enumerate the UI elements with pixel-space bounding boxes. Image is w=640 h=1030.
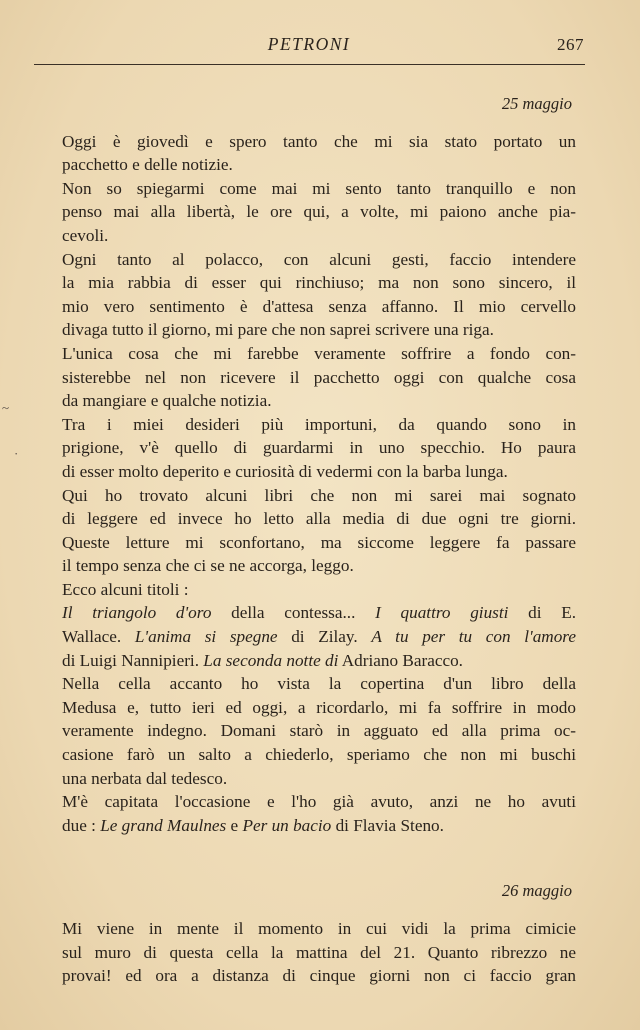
text-line: cevoli. bbox=[62, 225, 109, 245]
text-line bbox=[26, 625, 576, 649]
entry-date-25-maggio: 25 maggio bbox=[501, 94, 572, 113]
text-span: di E. bbox=[508, 603, 576, 623]
text-line: Qui ho trovato alcuni libri che non mi sarei mai sognato bbox=[62, 485, 576, 505]
text-span: di Flavia Steno. bbox=[331, 815, 444, 835]
paragraph bbox=[26, 342, 576, 413]
paragraph bbox=[26, 130, 576, 177]
text-span: Wallace. bbox=[62, 627, 135, 647]
book-title: A tu per tu con l'amore bbox=[371, 627, 576, 647]
text-line: veramente indegno. Domani starò in agguato ed alla prima oc- bbox=[62, 721, 576, 741]
text-line: penso mai alla libertà, le ore qui, a volte, mi paiono anche pia- bbox=[62, 202, 576, 222]
paragraph bbox=[26, 790, 576, 837]
text-line: Oggi è giovedì e spero tanto che mi sia stato portato un bbox=[62, 131, 576, 151]
text-line: da mangiare e qualche notizia. bbox=[62, 391, 272, 411]
text-line: Tra i miei desideri più importuni, da quando sono in bbox=[62, 414, 576, 434]
book-title: L'anima si spegne bbox=[134, 627, 278, 647]
book-titles-paragraph bbox=[26, 601, 576, 672]
text-span: Adriano Baracco. bbox=[338, 650, 463, 670]
book-title: Per un bacio bbox=[242, 815, 332, 835]
paragraph bbox=[26, 248, 576, 342]
text-line: sisterebbe nel non ricevere il pacchetto oggi con qualche cosa bbox=[62, 367, 576, 387]
text-line: L'unica cosa che mi farebbe veramente soffrire a fondo con- bbox=[62, 343, 576, 363]
text-line bbox=[26, 814, 576, 838]
text-span: di Luigi Nannipieri. bbox=[62, 650, 204, 670]
text-line: M'è capitata l'occasione e l'ho già avuto, anzi ne ho avuti bbox=[62, 792, 576, 812]
book-title: La seconda notte di bbox=[203, 650, 339, 670]
text-line: di esser molto deperito e curiosità di vedermi con la barba lunga. bbox=[62, 461, 508, 481]
text-span: della contessa... bbox=[211, 603, 376, 623]
text-span: e bbox=[226, 815, 243, 835]
text-line: sul muro di questa cella la mattina del 21. Quanto ribrezzo ne bbox=[62, 942, 576, 962]
text-line: Queste letture mi sconfortano, ma siccome leggere fa passare bbox=[62, 532, 576, 552]
entry-date-26-maggio: 26 maggio bbox=[501, 881, 572, 901]
book-title: Le grand Maulnes bbox=[100, 815, 227, 835]
text-line: casione farò un salto a chiederlo, speriamo che non mi buschi bbox=[62, 745, 576, 765]
page-body bbox=[26, 92, 576, 988]
text-line bbox=[26, 601, 576, 625]
paragraph bbox=[26, 484, 576, 578]
text-line: divaga tutto il giorno, mi pare che non saprei scrivere una riga. bbox=[62, 320, 494, 340]
page-header bbox=[34, 34, 584, 62]
text-line: prigione, v'è quello di guardarmi in uno specchio. Ho paura bbox=[62, 438, 576, 458]
text-line: di leggere ed invece ho letto alla media di due ogni tre giorni. bbox=[62, 509, 576, 529]
text-line: il tempo senza che ci se ne accorga, leggo. bbox=[62, 556, 354, 576]
paragraph bbox=[26, 917, 576, 988]
text-line: Nella cella accanto ho vista la copertina d'un libro della bbox=[62, 674, 576, 694]
page-number: 267 bbox=[557, 35, 584, 54]
text-line: Medusa e, tutto ieri ed oggi, a ricordarlo, mi fa soffrire in modo bbox=[62, 697, 576, 717]
text-span: due : bbox=[62, 815, 101, 835]
paragraph bbox=[26, 672, 576, 790]
text-line: Ecco alcuni titoli : bbox=[62, 579, 189, 599]
book-title: Il triangolo d'oro bbox=[62, 603, 212, 623]
text-line: mio vero sentimento è d'attesa senza affanno. Il mio cervello bbox=[62, 296, 576, 316]
header-rule bbox=[34, 64, 585, 65]
paragraph bbox=[26, 413, 576, 484]
text-line: pacchetto e delle notizie. bbox=[62, 155, 233, 175]
running-head: PETRONI bbox=[267, 34, 351, 54]
text-line: una nerbata dal tedesco. bbox=[62, 768, 228, 788]
paragraph bbox=[26, 177, 576, 248]
text-line: Non so spiegarmi come mai mi sento tanto tranquillo e non bbox=[62, 178, 576, 198]
margin-dot: · bbox=[14, 446, 19, 461]
text-line bbox=[26, 649, 576, 673]
text-line: provai! ed ora a distanza di cinque giorni non ci faccio gran bbox=[62, 966, 576, 986]
text-line: Mi viene in mente il momento in cui vidi la prima cimicie bbox=[62, 919, 576, 938]
paragraph bbox=[26, 578, 576, 602]
text-line: Ogni tanto al polacco, con alcuni gesti, faccio intendere bbox=[62, 249, 576, 269]
book-title: I quattro giusti bbox=[375, 603, 509, 623]
margin-mark: ~ bbox=[2, 400, 10, 415]
text-span: di Zilay. bbox=[277, 627, 372, 647]
text-line: la mia rabbia di esser qui rinchiuso; ma non sono sincero, il bbox=[62, 273, 576, 293]
